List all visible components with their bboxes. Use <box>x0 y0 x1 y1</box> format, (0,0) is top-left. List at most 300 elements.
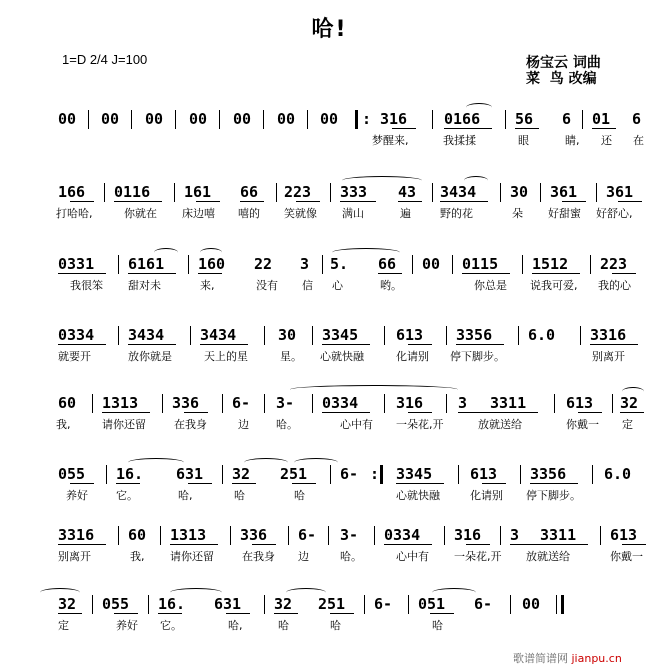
barline <box>276 183 277 202</box>
lyric: 朵 <box>512 207 523 220</box>
notes-line <box>0 465 659 485</box>
watermark-site: 歌谱简谱网 <box>513 652 568 665</box>
barline <box>384 326 385 345</box>
measure: 60 <box>58 394 77 412</box>
beam <box>116 483 140 484</box>
beam <box>378 273 402 274</box>
barline <box>600 526 601 545</box>
measure: 6- <box>298 526 317 544</box>
lyric: 满山 <box>342 207 364 220</box>
beam <box>396 483 444 484</box>
barline <box>131 110 132 129</box>
lyric: 天上的星 <box>204 350 248 363</box>
slur <box>466 103 492 112</box>
measure: 223 <box>284 183 312 201</box>
beam <box>458 412 538 413</box>
measure: 336 <box>240 526 268 544</box>
measure: 32 <box>274 595 293 613</box>
barline <box>412 255 413 274</box>
measure: 0115 <box>462 255 499 273</box>
lyric: 停下脚步。 <box>526 489 581 502</box>
measure: 6.0 <box>604 465 632 483</box>
beam <box>462 273 510 274</box>
measure: 00 <box>189 110 208 128</box>
notes-line <box>0 183 659 203</box>
beam <box>532 273 580 274</box>
beam <box>392 128 416 129</box>
barline <box>432 183 433 202</box>
measure: 316 <box>380 110 408 128</box>
beam <box>296 201 320 202</box>
beam <box>70 483 94 484</box>
lyric: 你戴一 <box>566 418 599 431</box>
measure: 3434 <box>440 183 477 201</box>
slur <box>294 458 338 467</box>
beam <box>618 201 642 202</box>
beam <box>196 201 220 202</box>
measure: 161 <box>184 183 212 201</box>
barline <box>230 526 231 545</box>
lyric: 眼 <box>518 134 529 147</box>
lyric: 它。 <box>160 619 182 632</box>
beam <box>340 201 376 202</box>
beam <box>430 613 454 614</box>
measure: 1313 <box>170 526 207 544</box>
measure: 43 <box>398 183 417 201</box>
barline <box>582 110 583 129</box>
measure: 3 <box>458 394 468 412</box>
lyric: 笑就像 <box>284 207 317 220</box>
lyric: 定 <box>622 418 633 431</box>
credits: 杨宝云 词曲 菜 鸟 改编 <box>526 55 601 87</box>
lyrics-line <box>0 205 659 221</box>
barline <box>88 110 89 129</box>
final-barline-thin <box>556 595 557 614</box>
measure: 60 <box>128 526 147 544</box>
lyric: 哈 <box>432 619 443 632</box>
lyric: 心中有 <box>396 550 429 563</box>
measure: 3 <box>300 255 310 273</box>
slur <box>464 176 488 185</box>
staff-row-1 <box>0 110 659 150</box>
lyric: 还 <box>601 134 612 147</box>
staff-row-6 <box>0 465 659 505</box>
barline <box>92 595 93 614</box>
beam <box>58 544 106 545</box>
staff-row-7 <box>0 526 659 566</box>
lyrics-line <box>0 277 659 293</box>
barline <box>446 394 447 413</box>
beam <box>408 344 432 345</box>
lyric: 遍 <box>400 207 411 220</box>
measure: 613 <box>566 394 594 412</box>
lyric: 野的花 <box>440 207 473 220</box>
measure: 3- <box>340 526 359 544</box>
measure: 6- <box>474 595 493 613</box>
song-title: 哈! <box>311 17 348 42</box>
measure: 055 <box>58 465 86 483</box>
measure: 30 <box>510 183 529 201</box>
staff-row-8 <box>0 595 659 635</box>
lyric: 好甜蜜 <box>548 207 581 220</box>
measure: 5. <box>330 255 349 273</box>
measure: 6- <box>374 595 393 613</box>
measure: 6 <box>562 110 572 128</box>
lyric: 心中有 <box>340 418 373 431</box>
barline <box>190 326 191 345</box>
barline <box>162 394 163 413</box>
measure: 251 <box>280 465 308 483</box>
measure: 3316 <box>590 326 627 344</box>
barline <box>148 595 149 614</box>
measure: 166 <box>58 183 86 201</box>
lyric: 你总是 <box>474 279 507 292</box>
key-signature: 1=D 2/4 J=100 <box>62 52 148 67</box>
staff-row-3 <box>0 255 659 295</box>
measure: 3356 <box>530 465 567 483</box>
measure: 316 <box>396 394 424 412</box>
lyric: 你就在 <box>124 207 157 220</box>
measure: 0331 <box>58 255 95 273</box>
measure: 00 <box>277 110 296 128</box>
lyric: 来, <box>200 279 215 292</box>
measure: 316 <box>454 526 482 544</box>
measure: 251 <box>318 595 346 613</box>
slur <box>40 588 80 597</box>
beam <box>456 344 504 345</box>
barline <box>520 465 521 484</box>
measure: 631 <box>176 465 204 483</box>
measure: 0334 <box>322 394 359 412</box>
beam <box>444 128 492 129</box>
beam <box>408 412 432 413</box>
lyric: 放就送给 <box>478 418 522 431</box>
lyric: 边 <box>238 418 249 431</box>
lyrics-line <box>0 416 659 432</box>
measure: 1512 <box>532 255 569 273</box>
slur <box>332 248 400 257</box>
beam <box>128 273 176 274</box>
barline <box>174 183 175 202</box>
beam <box>590 344 638 345</box>
beam <box>292 483 316 484</box>
measure: 3 <box>510 526 520 544</box>
barline <box>219 110 220 129</box>
barline <box>592 465 593 484</box>
lyric: 在 <box>633 134 644 147</box>
barline <box>330 183 331 202</box>
lyric: 在我身 <box>174 418 207 431</box>
lyric: 我的心 <box>598 279 631 292</box>
measure: 3356 <box>456 326 493 344</box>
watermark <box>513 650 622 666</box>
beam <box>58 344 106 345</box>
beam <box>322 412 370 413</box>
beam <box>530 483 578 484</box>
lyric: 一朵花,开 <box>396 418 444 431</box>
beam <box>274 613 298 614</box>
lyric: 哟。 <box>380 279 402 292</box>
lyric: 你戴一 <box>610 550 643 563</box>
notes-line <box>0 595 659 615</box>
beam <box>158 613 182 614</box>
lyric: 别离开 <box>592 350 625 363</box>
lyric: 哈, <box>228 619 243 632</box>
repeat-end-barline <box>380 465 383 484</box>
beam <box>322 344 370 345</box>
measure: 336 <box>172 394 200 412</box>
beam <box>200 344 248 345</box>
lyric: 停下脚步。 <box>450 350 505 363</box>
lyric: 放就送给 <box>526 550 570 563</box>
beam <box>482 483 506 484</box>
barline <box>510 595 511 614</box>
beam <box>398 201 422 202</box>
beam <box>70 201 94 202</box>
barline <box>92 394 93 413</box>
beam <box>188 483 212 484</box>
measure: 3434 <box>200 326 237 344</box>
barline <box>118 326 119 345</box>
measure: 32 <box>620 394 639 412</box>
measure: 66 <box>378 255 397 273</box>
lyric: 睛, <box>565 134 580 147</box>
staff-row-4 <box>0 326 659 366</box>
measure: 051 <box>418 595 446 613</box>
barline <box>312 394 313 413</box>
measure: 0334 <box>58 326 95 344</box>
lyric: 哈。 <box>276 418 298 431</box>
lyric: 定 <box>58 619 69 632</box>
measure: 0334 <box>384 526 421 544</box>
lyric: 心就快融 <box>396 489 440 502</box>
beam <box>384 544 432 545</box>
measure: 00 <box>522 595 541 613</box>
notes-line <box>0 326 659 346</box>
lyric: 我, <box>130 550 145 563</box>
barline <box>518 326 519 345</box>
barline <box>264 326 265 345</box>
lyric: 床边嘻 <box>182 207 215 220</box>
measure: 333 <box>340 183 368 201</box>
lyric: 它。 <box>116 489 138 502</box>
measure: 3345 <box>322 326 359 344</box>
lyric: 我, <box>56 418 71 431</box>
lyrics-line <box>0 132 659 148</box>
slur <box>154 248 178 257</box>
measure: 00 <box>422 255 441 273</box>
barline <box>264 595 265 614</box>
notes-line <box>0 255 659 275</box>
beam <box>114 201 162 202</box>
measure: 30 <box>278 326 297 344</box>
barline <box>364 595 365 614</box>
measure: 0166 <box>444 110 481 128</box>
measure: 3311 <box>490 394 527 412</box>
barline <box>104 183 105 202</box>
barline <box>522 255 523 274</box>
beam <box>128 344 176 345</box>
measure: 3- <box>276 394 295 412</box>
lyric: 放你就是 <box>128 350 172 363</box>
lyric: 梦醒来, <box>372 134 409 147</box>
slur <box>432 588 476 597</box>
lyric: 边 <box>298 550 309 563</box>
beam <box>114 613 138 614</box>
slur <box>200 248 222 257</box>
measure: 6161 <box>128 255 165 273</box>
measure: 16. <box>116 465 144 483</box>
barline <box>312 326 313 345</box>
measure: 6 <box>632 110 642 128</box>
beam <box>330 613 354 614</box>
beam <box>184 412 208 413</box>
barline <box>330 465 331 484</box>
beam <box>170 544 218 545</box>
measure: 613 <box>396 326 424 344</box>
barline <box>580 326 581 345</box>
lyric: 哈 <box>294 489 305 502</box>
staff-row-2 <box>0 183 659 223</box>
measure: 055 <box>102 595 130 613</box>
barline <box>444 526 445 545</box>
beam <box>102 412 150 413</box>
measure: 3434 <box>128 326 165 344</box>
measure: 32 <box>58 595 77 613</box>
barline <box>322 255 323 274</box>
staff-row-5 <box>0 394 659 434</box>
measure: 22 <box>254 255 273 273</box>
beam <box>58 273 106 274</box>
beam <box>622 544 646 545</box>
beam <box>578 412 602 413</box>
lyric: 一朵花,开 <box>454 550 502 563</box>
barline <box>374 526 375 545</box>
measure: 0116 <box>114 183 151 201</box>
barline <box>118 255 119 274</box>
lyric: 哈 <box>330 619 341 632</box>
lyric: 养好 <box>66 489 88 502</box>
measure: 6- <box>340 465 359 483</box>
lyric: 在我身 <box>242 550 275 563</box>
repeat-start-barline <box>355 110 358 129</box>
lyric: 说我可爱, <box>530 279 578 292</box>
notes-line <box>0 110 659 130</box>
barline <box>384 394 385 413</box>
beam <box>252 544 276 545</box>
lyric: 星。 <box>280 350 302 363</box>
measure: 1313 <box>102 394 139 412</box>
notes-line <box>0 394 659 414</box>
notes-line <box>0 526 659 546</box>
measure: 00 <box>101 110 120 128</box>
lyric: 好舒心, <box>596 207 633 220</box>
beam <box>620 412 644 413</box>
beam <box>226 613 250 614</box>
barline <box>222 394 223 413</box>
measure: 160 <box>198 255 226 273</box>
lyric: 哈 <box>234 489 245 502</box>
barline <box>175 110 176 129</box>
barline <box>554 394 555 413</box>
watermark-url: jianpu.cn <box>571 652 622 665</box>
repeat-dots: : <box>362 110 372 128</box>
lyric: 没有 <box>256 279 278 292</box>
barline <box>452 255 453 274</box>
barline <box>328 526 329 545</box>
barline <box>408 595 409 614</box>
lyric: 嘻的 <box>238 207 260 220</box>
barline <box>540 183 541 202</box>
lyric: 请你还留 <box>102 418 146 431</box>
measure: 32 <box>232 465 251 483</box>
measure: 3311 <box>540 526 577 544</box>
lyrics-line <box>0 548 659 564</box>
barline <box>432 110 433 129</box>
measure: 6.0 <box>528 326 556 344</box>
repeat-dots: : <box>370 465 380 483</box>
lyric: 就要开 <box>58 350 91 363</box>
measure: 16. <box>158 595 186 613</box>
measure: 00 <box>320 110 339 128</box>
measure: 631 <box>214 595 242 613</box>
measure: 361 <box>606 183 634 201</box>
barline <box>500 183 501 202</box>
lyric: 信 <box>302 279 313 292</box>
lyric: 甜对未 <box>128 279 161 292</box>
lyric: 打哈哈, <box>56 207 93 220</box>
lyric: 请你还留 <box>170 550 214 563</box>
barline <box>458 465 459 484</box>
barline <box>264 394 265 413</box>
measure: 3345 <box>396 465 433 483</box>
beam <box>562 201 586 202</box>
barline <box>612 394 613 413</box>
barline <box>505 110 506 129</box>
lyric: 哈, <box>178 489 193 502</box>
beam <box>240 201 264 202</box>
measure: 3316 <box>58 526 95 544</box>
lyrics-line <box>0 487 659 503</box>
barline <box>500 526 501 545</box>
beam <box>58 613 82 614</box>
measure: 01 <box>592 110 611 128</box>
barline <box>188 255 189 274</box>
measure: 361 <box>550 183 578 201</box>
lyric: 心就快融 <box>320 350 364 363</box>
slur <box>622 387 644 396</box>
lyric: 化请别 <box>396 350 429 363</box>
beam <box>612 273 636 274</box>
measure: 613 <box>470 465 498 483</box>
barline <box>160 526 161 545</box>
measure: 6- <box>232 394 251 412</box>
measure: 56 <box>515 110 534 128</box>
barline <box>446 326 447 345</box>
measure: 613 <box>610 526 638 544</box>
beam <box>440 201 488 202</box>
measure: 223 <box>600 255 628 273</box>
measure: 00 <box>145 110 164 128</box>
lyric: 养好 <box>116 619 138 632</box>
lyric: 别离开 <box>58 550 91 563</box>
barline <box>263 110 264 129</box>
barline <box>590 255 591 274</box>
measure: 00 <box>58 110 77 128</box>
barline <box>106 465 107 484</box>
beam <box>232 483 256 484</box>
lyrics-line <box>0 617 659 633</box>
